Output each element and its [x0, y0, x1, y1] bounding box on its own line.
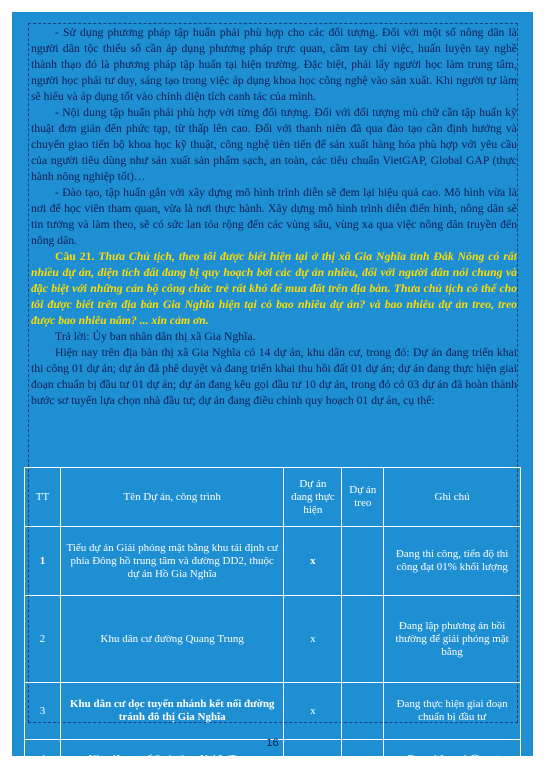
question-number: Câu 21.: [55, 250, 95, 263]
row-note: Đang thực hiện giai đoạn chuẩn bị đầu tư: [384, 683, 521, 740]
header-in-progress: Dự án đang thực hiện: [284, 468, 342, 527]
header-note: Ghi chú: [384, 468, 521, 527]
question-text: Thưa Chủ tịch, theo tôi được biết hiện tại ở thị xã Gia Nghĩa tỉnh Đắk Nông có rất nhiều dự án, diện tích đất đang bị quy hoạch bởi các dự án nhiều, đối với người dân nói chung và đặc biệt với những cán bộ công chức trẻ rất khó để mua đất trên địa bàn. Thưa chủ tịch có thể cho tôi được biết trên địa bàn Gia Nghĩa hiện tại có bao nhiêu dự án? và bao nhiêu dự án treo, treo được bao nhiêu năm? ... xin cảm ơn.: [31, 250, 517, 327]
header-project-name: Tên Dự án, công trình: [60, 468, 283, 527]
row-project-name: Khu dân cư đường Quang Trung: [60, 596, 283, 683]
row-note: Đang kêu gọi đầu tư: [384, 740, 521, 768]
body-text: [31, 25, 517, 409]
row-suspended-mark: [342, 527, 384, 596]
row-project-name: Tiểu dự án Giải phóng mặt bằng khu tái định cư phía Đông hồ trung tâm và đường DD2, thuộc dự án Hồ Gia Nghĩa: [60, 527, 283, 596]
row-suspended-mark: [342, 683, 384, 740]
answer-body: Hiện nay trên địa bàn thị xã Gia Nghĩa có 14 dự án, khu dân cư, trong đó: Dự án đang triển khai thi công 01 dự án; dự án đã phê duyệt và đang triển khai thu hồi đất 01 dự án; dự án đang thực hiện giai đoạn chuẩn bị đầu tư 01 dự án; dự án đang kêu gọi đầu tư 10 dự án, trong đó có 03 dự án đã hoàn thành bước sơ tuyển lựa chọn nhà đầu tư; dự án đang điều chỉnh quy hoạch 01 dự án, cụ thể:: [31, 346, 517, 407]
question-21: [31, 249, 517, 329]
row-project-name: Khu dân cư dọc tuyến nhánh kết nối đường tránh đô thị Gia Nghĩa: [60, 683, 283, 740]
table-row: [25, 596, 521, 683]
row-note: Đang lập phương án bồi thường để giải phóng mặt bằng: [384, 596, 521, 683]
row-tt: 3: [25, 683, 61, 740]
page-number: 16: [266, 737, 279, 749]
table-row: [25, 527, 521, 596]
header-suspended: Dự án treo: [342, 468, 384, 527]
paragraph-training-models: - Đào tạo, tập huấn gắn với xây dựng mô hình trình diễn sẽ đem lại hiệu quả cao. Mô hình vừa là nơi để học viên tham quan, vừa là nơi thực hành. Xây dựng mô hình trình diễn điển hình, nông dân sẽ tin tưởng và làm theo, sẽ có sức lan tỏa rộng đến các vùng sâu, vùng xa qua việc nông dân truyền đến nông dân.: [31, 186, 517, 247]
paragraph-training-methods: - Sử dụng phương pháp tập huấn phải phù hợp cho các đối tượng. Đối với một số nông dân là người dân tộc thiểu số cần áp dụng phương pháp trực quan, cầm tay chỉ việc, huấn luyện tay nghề thành thạo đó là phương pháp tập huấn tại hiện trường. Đặc biệt, phải lấy người học làm trung tâm, người học phải tư duy, sáng tạo trong việc áp dụng khoa học công nghệ vào sản xuất. Khi người tự làm sẽ hiểu và áp dụng tốt vào chính diện tích canh tác của mình.: [31, 26, 517, 103]
table-row: [25, 683, 521, 740]
row-in-progress-mark: x: [284, 596, 342, 683]
row-in-progress-mark: x: [284, 527, 342, 596]
row-project-name: Khu dân cư số 2 phường Nghĩa Trung: [60, 740, 283, 768]
row-note: Đang thi công, tiến độ thi công đạt 01% khối lượng: [384, 527, 521, 596]
row-tt: 1: [25, 527, 61, 596]
row-tt: 2: [25, 596, 61, 683]
row-in-progress-mark: x: [284, 740, 342, 768]
paragraph-training-content: - Nội dung tập huấn phải phù hợp với từng đối tượng. Đối với đối tượng mù chữ cần tập huấn kỹ thuật đơn giản đến phức tạp, từ thấp lên cao. Đối với thanh niên đã qua đào tạo cần định hướng và chuyển giao tiến bộ khoa học kỹ thuật, công nghệ tiên tiến để sản xuất hàng hóa phù hợp với yêu cầu của người tiêu dùng như sản xuất sản phẩm sạch, an toàn, các tiêu chuẩn VietGAP, Global GAP (thực hành nông nghiệp tốt)…: [31, 106, 517, 183]
projects-table: [24, 467, 521, 768]
table-header-row: [25, 468, 521, 527]
row-suspended-mark: [342, 596, 384, 683]
header-tt: TT: [25, 468, 61, 527]
row-tt: 4: [25, 740, 61, 768]
row-in-progress-mark: x: [284, 683, 342, 740]
answer-intro: Trả lời: Ủy ban nhân dân thị xã Gia Nghĩa.: [55, 330, 256, 343]
